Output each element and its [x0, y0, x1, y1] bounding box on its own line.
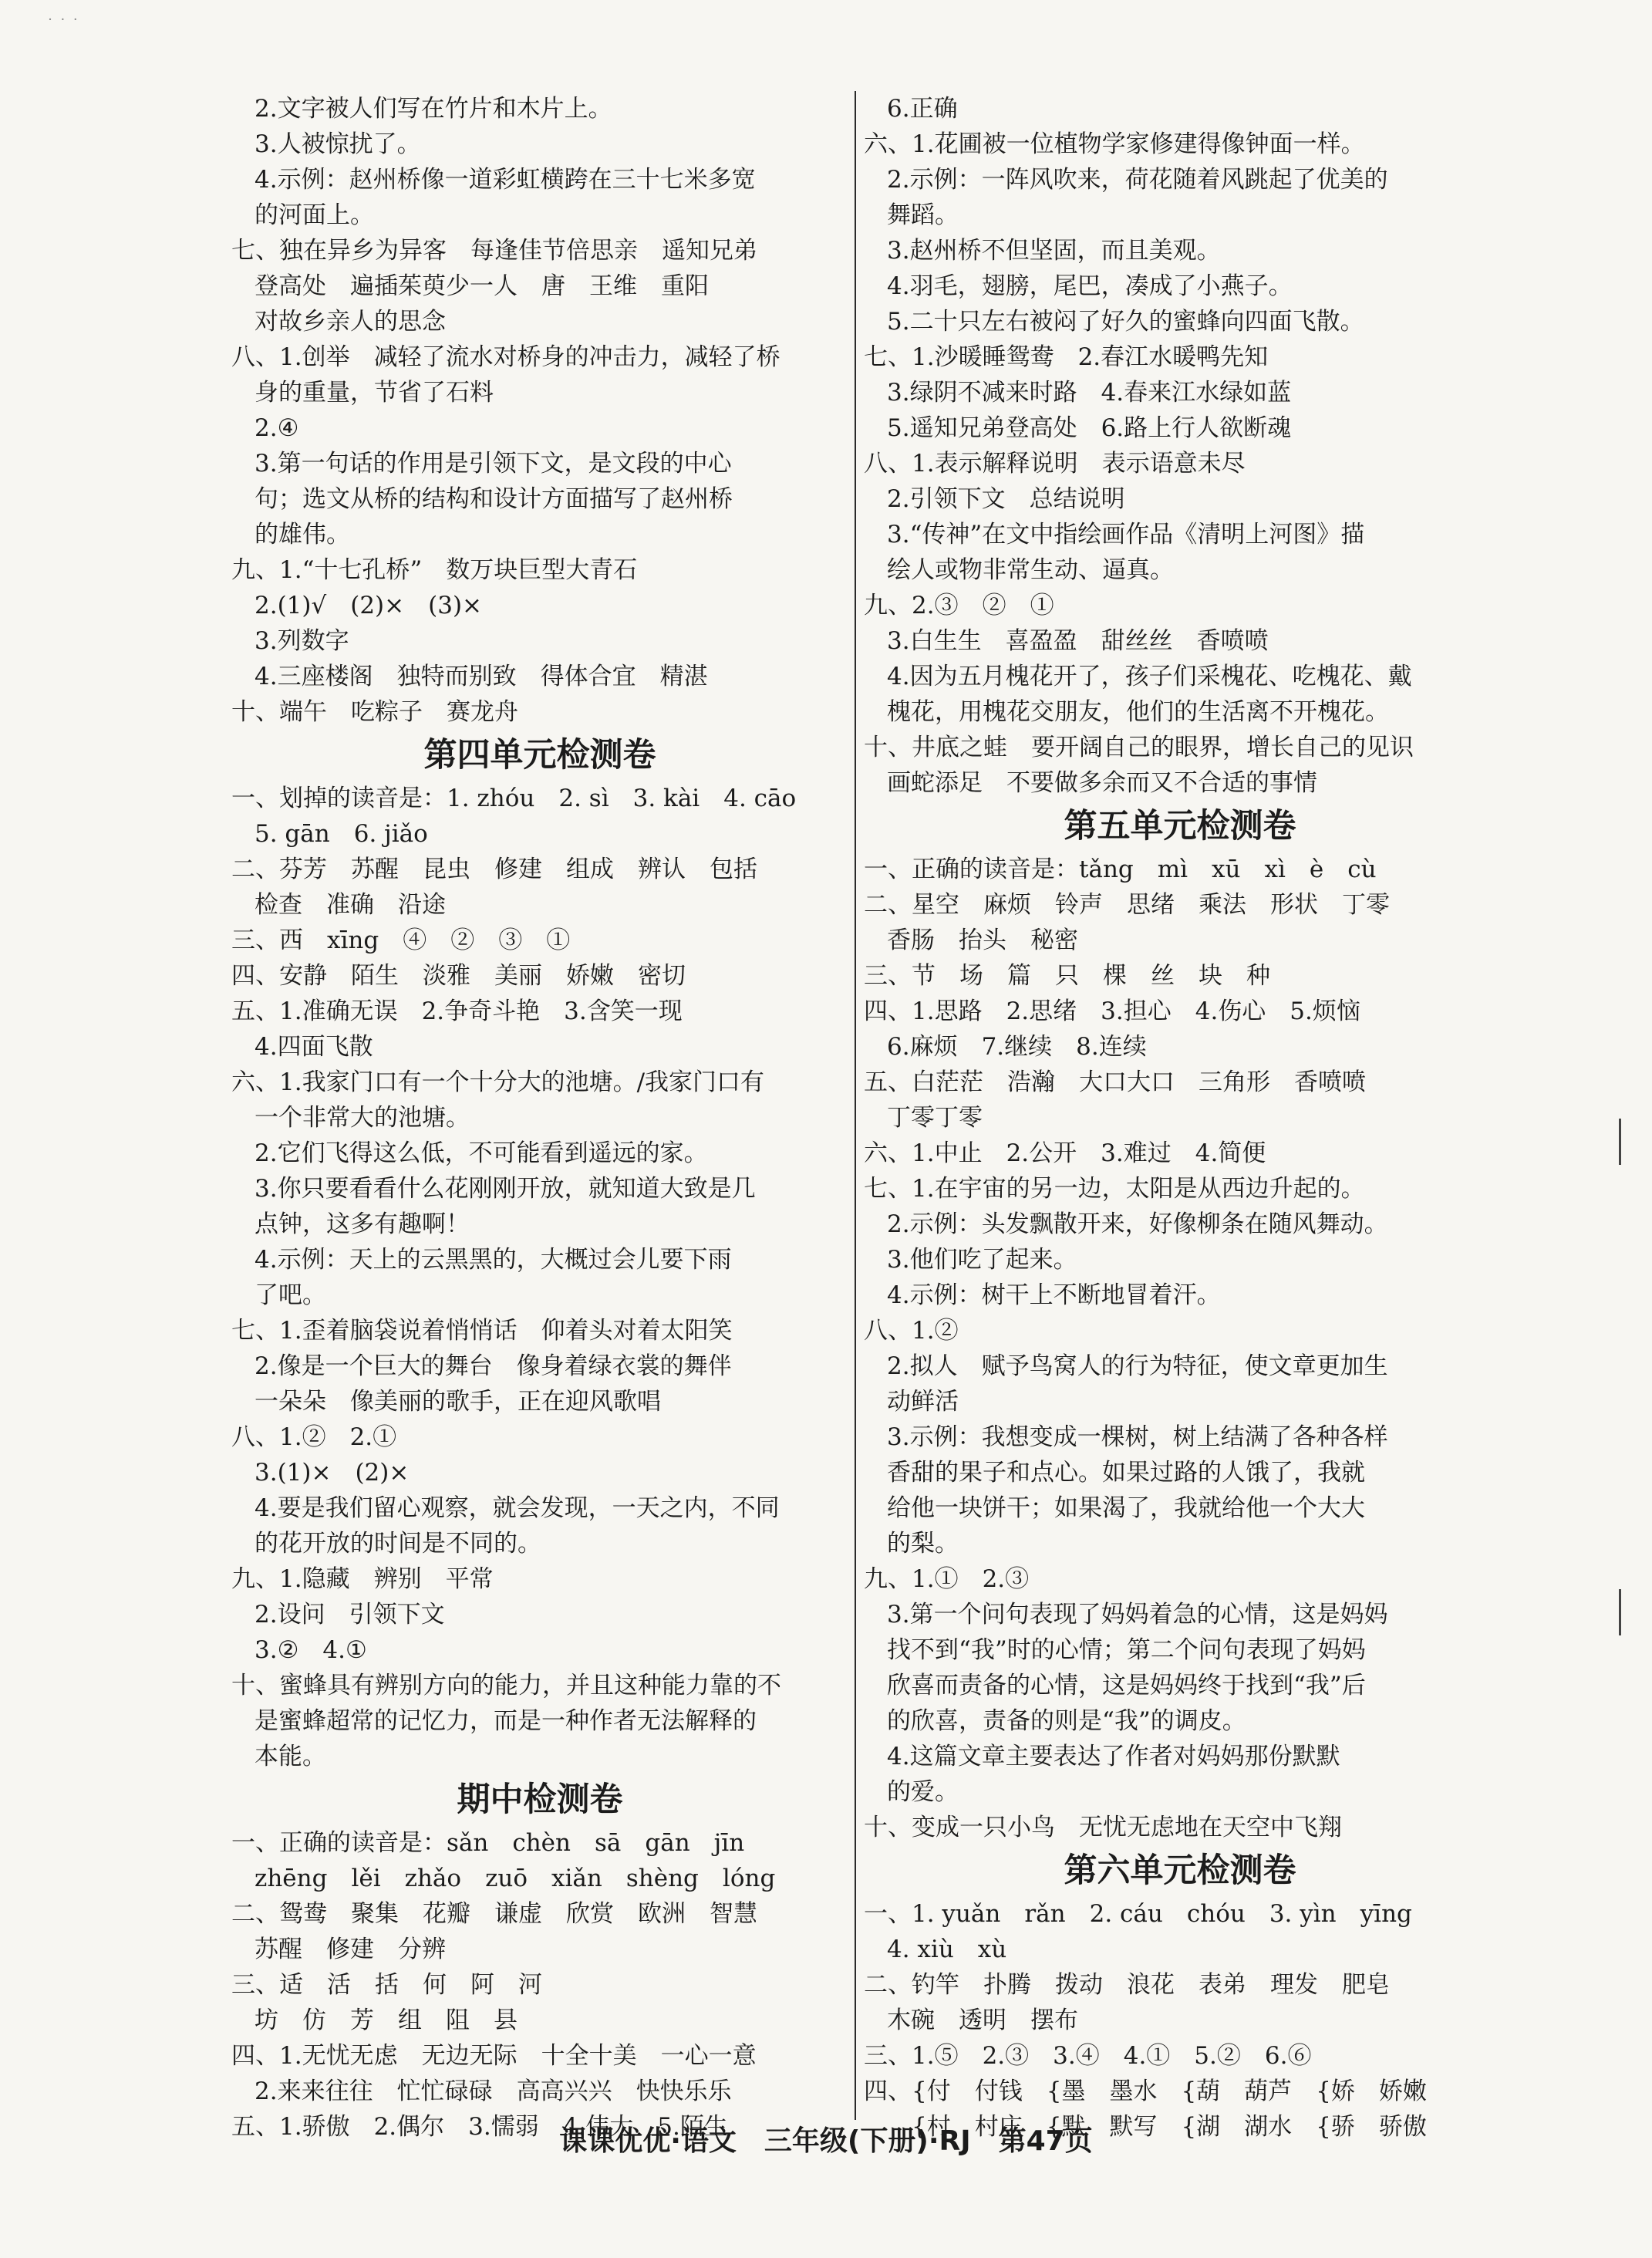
- answer-line: 二、钓竿 扑腾 拨动 浪花 表弟 理发 肥皂: [864, 1971, 1390, 1999]
- answer-line: 句；选文从桥的结构和设计方面描写了赵州桥: [255, 485, 733, 513]
- answer-line: 3.第一个问句表现了妈妈着急的心情，这是妈妈: [887, 1601, 1388, 1629]
- answer-line: 5.二十只左右被闷了好久的蜜蜂向四面飞散。: [887, 308, 1364, 336]
- answer-line: 3.② 4.①: [255, 1636, 367, 1664]
- answer-line: 七、独在异乡为异客 每逢佳节倍思亲 遥知兄弟: [231, 237, 757, 265]
- answer-line: 4.因为五月槐花开了，孩子们采槐花、吃槐花、戴: [887, 663, 1412, 690]
- answer-line: 4.要是我们留心观察，就会发现，一天之内，不同: [255, 1494, 780, 1522]
- answer-line: 五、1.骄傲 2.偶尔 3.懦弱 4.伟大 5.陌生: [231, 2113, 728, 2141]
- answer-line: 2.引领下文 总结说明: [887, 485, 1125, 513]
- binding-mark: [1619, 1589, 1621, 1635]
- answer-line: 4.四面飞散: [255, 1033, 373, 1061]
- answer-line: 十、井底之蛙 要开阔自己的眼界，增长自己的见识: [864, 734, 1414, 761]
- answer-line: 的梨。: [887, 1530, 959, 1558]
- answer-line: 4.示例：树干上不断地冒着汗。: [887, 1281, 1221, 1309]
- answer-line: 2.像是一个巨大的舞台 像身着绿衣裳的舞伴: [255, 1352, 732, 1380]
- section-heading: 第四单元检测卷: [423, 736, 656, 775]
- answer-line: 五、白茫茫 浩瀚 大口大口 三角形 香喷喷: [864, 1068, 1366, 1096]
- answer-line: 3.人被惊扰了。: [255, 130, 421, 158]
- answer-line: 四、1.无忧无虑 无边无际 十全十美 一心一意: [231, 2042, 757, 2070]
- answer-line: 三、西 xīng ④ ② ③ ①: [231, 926, 571, 954]
- answer-line: 一个非常大的池塘。: [255, 1104, 470, 1132]
- answer-line: 三、适 活 括 何 阿 河: [231, 1971, 542, 1999]
- answer-line: 画蛇添足 不要做多余而又不合适的事情: [887, 769, 1317, 797]
- answer-line: 六、1.中止 2.公开 3.难过 4.简便: [864, 1139, 1266, 1167]
- answer-line: 七、1.歪着脑袋说着悄悄话 仰着头对着太阳笑: [231, 1317, 733, 1345]
- answer-line: 一、正确的读音是：tǎng mì xū xì è cù: [864, 856, 1377, 883]
- answer-line: 4.羽毛，翅膀，尾巴，凑成了小燕子。: [887, 272, 1293, 300]
- answer-line: 的爱。: [887, 1778, 959, 1806]
- answer-line: 四、1.思路 2.思绪 3.担心 4.伤心 5.烦恼: [864, 997, 1360, 1025]
- answer-line: 3.白生生 喜盈盈 甜丝丝 香喷喷: [887, 627, 1269, 655]
- section-heading: 期中检测卷: [457, 1780, 623, 1819]
- answer-line: 四、安静 陌生 淡雅 美丽 娇嫩 密切: [231, 962, 686, 990]
- answer-line: 的欣喜，责备的则是“我”的调皮。: [887, 1707, 1246, 1735]
- answer-line: 的花开放的时间是不同的。: [255, 1530, 541, 1558]
- answer-line: 2.示例：头发飘散开来，好像柳条在随风舞动。: [887, 1210, 1388, 1238]
- answer-line: 六、1.花圃被一位植物学家修建得像钟面一样。: [864, 130, 1365, 158]
- answer-line: 丁零丁零: [887, 1104, 983, 1132]
- answer-line: 3.“传神”在文中指绘画作品《清明上河图》描: [887, 521, 1365, 548]
- answer-line: 二、鸳鸯 聚集 花瓣 谦虚 欣赏 欧洲 智慧: [231, 1900, 757, 1928]
- answer-line: 3.(1)× (2)×: [255, 1459, 410, 1487]
- answer-line: 检查 准确 沿途: [255, 891, 446, 919]
- section-heading: 第六单元检测卷: [1064, 1851, 1296, 1890]
- answer-line: 对故乡亲人的思念: [255, 308, 446, 336]
- answer-line: 舞蹈。: [887, 201, 959, 229]
- answer-line: 3.绿阴不减来时路 4.春来江水绿如蓝: [887, 379, 1292, 407]
- column-divider: [855, 91, 856, 2120]
- answer-line: 四、{付 付钱 {墨 墨水 {葫 葫芦 {娇 娇嫩: [864, 2077, 1427, 2105]
- answer-line: 5. gān 6. jiǎo: [255, 820, 428, 848]
- answer-line: 2.文字被人们写在竹片和木片上。: [255, 95, 612, 123]
- answer-line: 欣喜而责备的心情，这是妈妈终于找到“我”后: [887, 1672, 1366, 1699]
- answer-line: 2.(1)√ (2)× (3)×: [255, 592, 483, 619]
- answer-line: 6.正确: [887, 95, 958, 123]
- answer-line: 二、星空 麻烦 铃声 思绪 乘法 形状 丁零: [864, 891, 1390, 919]
- answer-line: 本能。: [255, 1743, 326, 1770]
- answer-line: 3.赵州桥不但坚固，而且美观。: [887, 237, 1221, 265]
- answer-line: 三、节 场 篇 只 棵 丝 块 种: [864, 962, 1270, 990]
- answer-line: 香肠 抬头 秘密: [887, 926, 1078, 954]
- answer-line: 九、1.“十七孔桥” 数万块巨型大青石: [231, 556, 638, 584]
- answer-line: 八、1.表示解释说明 表示语意未尽: [864, 450, 1246, 478]
- answer-line: 木碗 透明 摆布: [887, 2007, 1078, 2034]
- answer-line: 3.他们吃了起来。: [887, 1246, 1077, 1274]
- answer-line: 的雄伟。: [255, 521, 350, 548]
- answer-line: 了吧。: [255, 1281, 326, 1309]
- answer-line: 十、蜜蜂具有辨别方向的能力，并且这种能力靠的不: [231, 1672, 781, 1699]
- answer-line: zhēng lěi zhǎo zuō xiǎn shèng lóng: [255, 1865, 776, 1892]
- answer-line: 6.麻烦 7.继续 8.连续: [887, 1033, 1147, 1061]
- answer-line: 登高处 遍插茱萸少一人 唐 王维 重阳: [255, 272, 709, 300]
- answer-line: 3.示例：我想变成一棵树，树上结满了各种各样: [887, 1423, 1388, 1451]
- answer-line: 一、正确的读音是：sǎn chèn sā gān jīn: [231, 1829, 745, 1857]
- answer-line: 2.拟人 赋予鸟窝人的行为特征，使文章更加生: [887, 1352, 1388, 1380]
- answer-line: 槐花，用槐花交朋友，他们的生活离不开槐花。: [887, 698, 1389, 726]
- answer-line: 2.示例：一阵风吹来，荷花随着风跳起了优美的: [887, 166, 1388, 194]
- answer-line: 七、1.在宇宙的另一边，太阳是从西边升起的。: [864, 1175, 1365, 1203]
- answer-line: 点钟，这多有趣啊！: [255, 1210, 470, 1238]
- right-column: [864, 91, 1496, 2145]
- page-footer: 课课优优·语文 三年级(下册)·RJ 第47页: [559, 2125, 1093, 2157]
- answer-line: 2.设问 引领下文: [255, 1601, 445, 1629]
- answer-line: 二、芬芳 苏醒 昆虫 修建 组成 辨认 包括: [231, 856, 757, 883]
- left-column: [231, 91, 848, 2145]
- answer-line: 4. xiù xù: [887, 1936, 1007, 1963]
- answer-line: 4.三座楼阁 独特而别致 得体合宜 精湛: [255, 663, 708, 690]
- answer-line: 八、1.创举 减轻了流水对桥身的冲击力，减轻了桥: [231, 343, 780, 371]
- answer-line: 三、1.⑤ 2.③ 3.④ 4.① 5.② 6.⑥: [864, 2042, 1312, 2070]
- answer-line: 5.遥知兄弟登高处 6.路上行人欲断魂: [887, 414, 1292, 442]
- answer-line: 一朵朵 像美丽的歌手，正在迎风歌唱: [255, 1388, 661, 1416]
- answer-line: 六、1.我家门口有一个十分大的池塘。/我家门口有: [231, 1068, 765, 1096]
- answer-line: 4.示例：赵州桥像一道彩虹横跨在三十七米多宽: [255, 166, 756, 194]
- answer-line: 2.来来往往 忙忙碌碌 高高兴兴 快快乐乐: [255, 2077, 732, 2105]
- answer-line: 给他一块饼干；如果渴了，我就给他一个大大: [887, 1494, 1365, 1522]
- scan-mark: ˙ ˙ ˙: [46, 15, 79, 34]
- answer-line: 十、端午 吃粽子 赛龙舟: [231, 698, 518, 726]
- answer-line: 坊 仿 芳 组 阻 县: [255, 2007, 518, 2034]
- answer-line: 动鲜活: [887, 1388, 959, 1416]
- answer-line: 苏醒 修建 分辨: [255, 1936, 446, 1963]
- answer-line: {村 村庄 {默 默写 {湖 湖水 {骄 骄傲: [864, 2113, 1427, 2141]
- answer-line: 找不到“我”时的心情；第二个问句表现了妈妈: [887, 1636, 1366, 1664]
- section-heading: 第五单元检测卷: [1064, 807, 1296, 845]
- answer-line: 3.第一句话的作用是引领下文，是文段的中心: [255, 450, 732, 478]
- answer-line: 一、1. yuǎn rǎn 2. cáu chóu 3. yìn yīng: [864, 1900, 1412, 1928]
- answer-line: 2.④: [255, 414, 299, 442]
- answer-line: 的河面上。: [255, 201, 374, 229]
- answer-line: 身的重量，节省了石料: [255, 379, 494, 407]
- answer-line: 是蜜蜂超常的记忆力，而是一种作者无法解释的: [255, 1707, 757, 1735]
- answer-line: 3.你只要看看什么花刚刚开放，就知道大致是几: [255, 1175, 756, 1203]
- answer-line: 香甜的果子和点心。如果过路的人饿了，我就: [887, 1459, 1365, 1487]
- answer-line: 九、1.① 2.③: [864, 1565, 1030, 1593]
- answer-line: 2.它们飞得这么低，不可能看到遥远的家。: [255, 1139, 708, 1167]
- answer-line: 十、变成一只小鸟 无忧无虑地在天空中飞翔: [864, 1814, 1342, 1841]
- answer-line: 4.这篇文章主要表达了作者对妈妈那份默默: [887, 1743, 1340, 1770]
- answer-line: 4.示例：天上的云黑黑的，大概过会儿要下雨: [255, 1246, 732, 1274]
- answer-line: 七、1.沙暖睡鸳鸯 2.春江水暖鸭先知: [864, 343, 1269, 371]
- answer-line: 八、1.② 2.①: [231, 1423, 397, 1451]
- answer-line: 九、2.③ ② ①: [864, 592, 1054, 619]
- answer-line: 绘人或物非常生动、逼真。: [887, 556, 1174, 584]
- answer-line: 九、1.隐藏 辨别 平常: [231, 1565, 494, 1593]
- answer-line: 八、1.②: [864, 1317, 959, 1345]
- binding-mark: [1619, 1119, 1621, 1165]
- answer-line: 五、1.准确无误 2.争奇斗艳 3.含笑一现: [231, 997, 683, 1025]
- answer-line: 3.列数字: [255, 627, 349, 655]
- answer-line: 一、划掉的读音是：1. zhóu 2. sì 3. kài 4. cāo: [231, 785, 797, 812]
